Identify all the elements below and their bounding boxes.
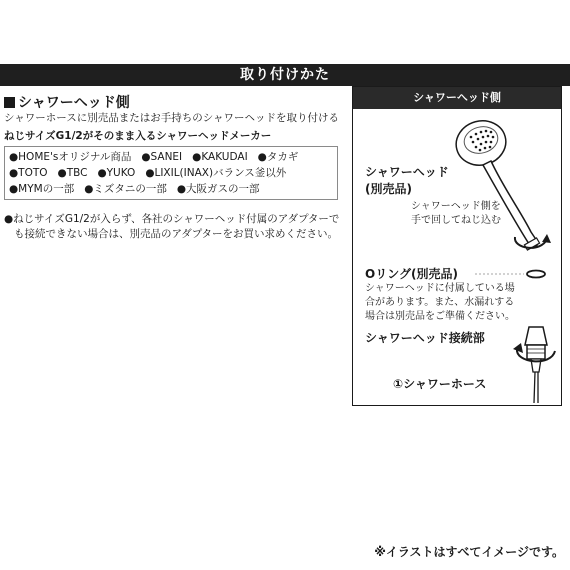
maker-item: ●HOME'sオリジナル商品 — [9, 151, 132, 163]
maker-item: ●大阪ガスの一部 — [176, 183, 260, 195]
maker-row-2 — [9, 165, 296, 180]
maker-list-box — [4, 146, 338, 200]
diagram-box — [352, 86, 562, 406]
o-ring-desc: 場合は別売品をご準備ください。 — [365, 311, 515, 322]
adapter-note — [4, 212, 344, 242]
maker-item: ●TOTO — [9, 167, 48, 179]
maker-row-1 — [9, 149, 308, 164]
hose-label: ①シャワーホース — [393, 377, 487, 391]
shower-head-sub-label: (別売品) — [365, 182, 412, 196]
shower-head-icon — [451, 115, 539, 250]
diagram-header: シャワーヘッド側 — [353, 87, 561, 109]
shower-head-label: シャワーヘッド — [365, 165, 449, 179]
maker-item: ●TBC — [57, 167, 88, 179]
square-bullet-icon — [4, 97, 15, 108]
maker-item: ●LIXIL(INAX)バランス釜以外 — [145, 167, 287, 179]
shower-head-desc: 手で回してねじ込む — [411, 215, 501, 226]
makers-heading: ねじサイズG1/2がそのまま入るシャワーヘッドメーカー — [4, 130, 272, 142]
maker-item: ●タカギ — [257, 151, 299, 163]
maker-item: ●ミズタニの一部 — [84, 183, 167, 195]
o-ring-label: Oリング(別売品) — [365, 267, 458, 281]
o-ring-icon — [475, 271, 545, 278]
shower-head-desc: シャワーヘッド側を — [411, 201, 501, 212]
maker-item: ●SANEI — [141, 151, 183, 163]
hose-connector-icon — [525, 327, 547, 403]
adapter-note-line: ●ねじサイズG1/2が入らず、各社のシャワーヘッド付属のアダプターで — [4, 213, 340, 225]
section-title — [4, 92, 130, 112]
diagram-illustration — [353, 87, 561, 405]
section-banner: 取り付けかた — [0, 64, 570, 86]
maker-item: ●KAKUDAI — [192, 151, 248, 163]
footer-note: ※イラストはすべてイメージです。 — [374, 545, 564, 559]
section-title-text: シャワーヘッド側 — [18, 95, 130, 111]
maker-item: ●YUKO — [97, 167, 136, 179]
connector-label: シャワーヘッド接続部 — [365, 331, 485, 345]
o-ring-desc: シャワーヘッドに付属している場 — [365, 283, 515, 294]
maker-item: ●MYMの一部 — [9, 183, 75, 195]
intro-text: シャワーホースに別売品またはお手持ちのシャワーヘッドを取り付ける — [4, 112, 340, 124]
adapter-note-line: も接続できない場合は、別売品のアダプターをお買い求めください。 — [14, 228, 339, 240]
maker-row-3 — [9, 181, 270, 196]
o-ring-desc: 合があります。また、水漏れする — [365, 297, 515, 308]
